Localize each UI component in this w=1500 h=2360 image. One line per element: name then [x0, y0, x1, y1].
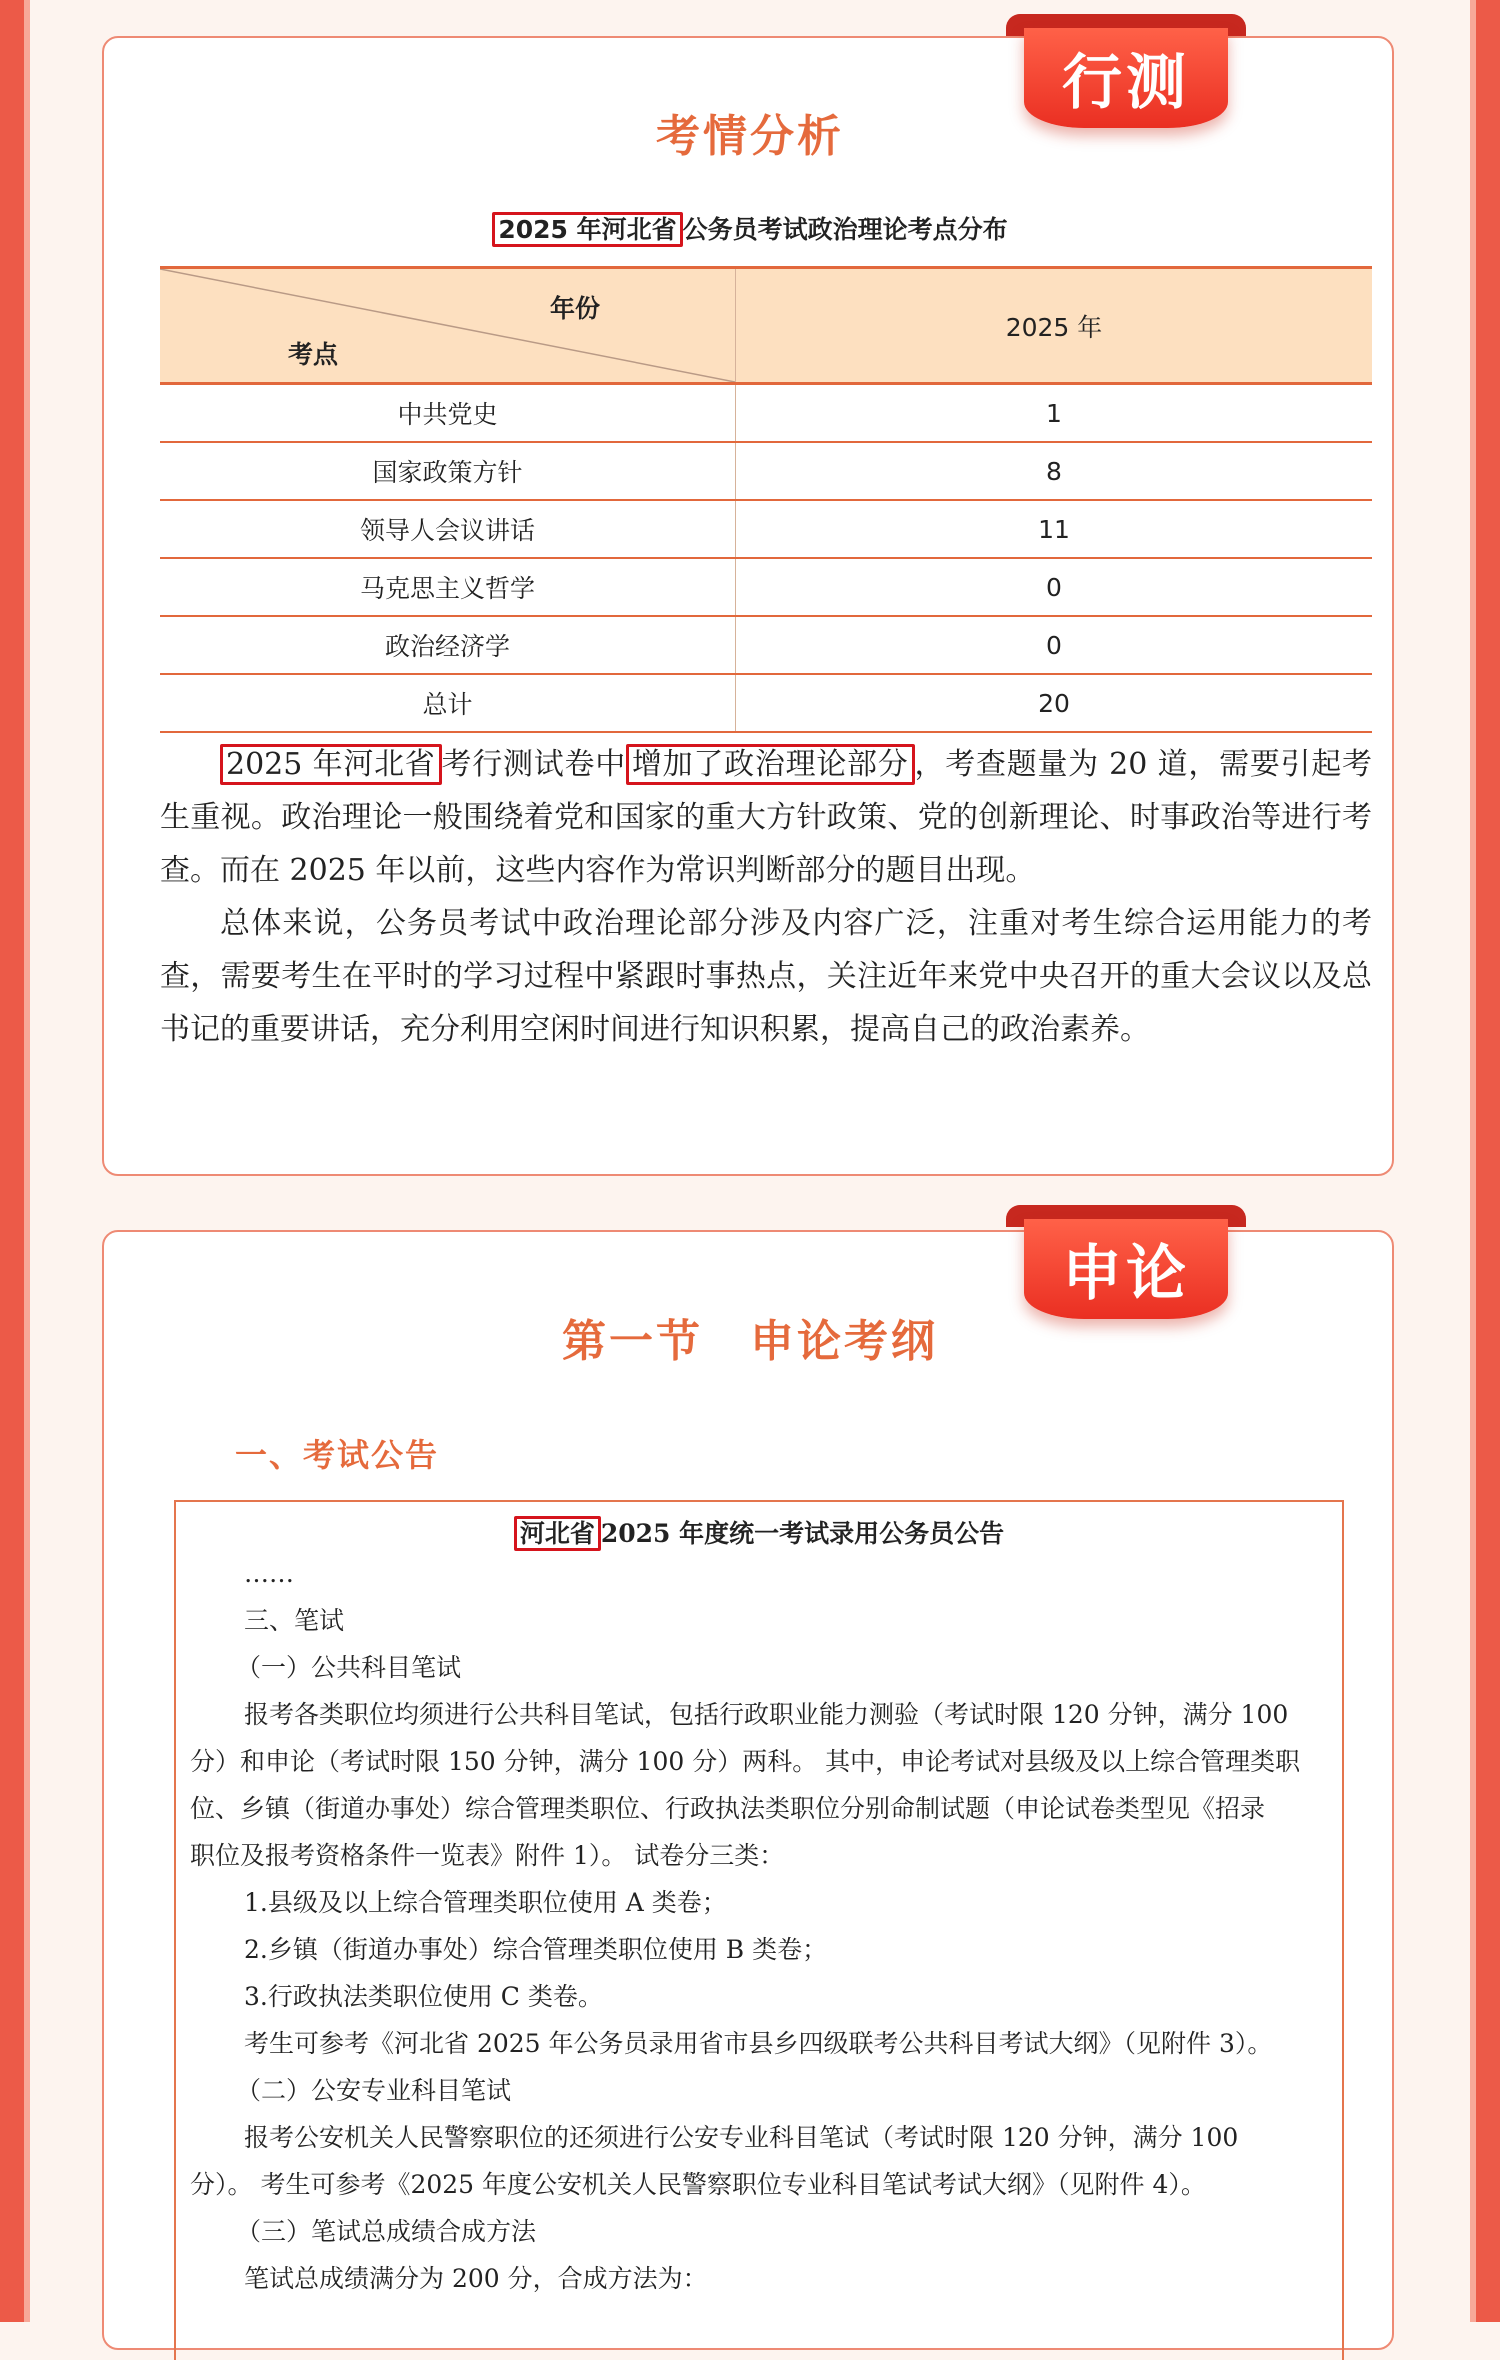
- notice-title-highlight: 河北省: [514, 1516, 601, 1551]
- analysis-paragraph-1: [160, 738, 1372, 897]
- xingce-section-title: 考情分析: [656, 111, 844, 162]
- paragraph-text: ，考查题量为 20 道，需要引起考生重视。政治理论一般围绕着党和国家的重大方针政策、党的创新理论、时事政治等进行考查。而在 2025 年以前，这些内容作为常识判断部分的题目出现。: [160, 747, 1373, 888]
- notice-line: 职位及报考资格条件一览表》附件 1）。 试卷分三类：: [190, 1841, 785, 1870]
- notice-line: （一）公共科目笔试: [236, 1653, 462, 1682]
- topic-cell: 政治经济学: [160, 616, 736, 674]
- count-cell: 0: [736, 558, 1373, 616]
- notice-line: 报考公安机关人民警察职位的还须进行公安专业科目笔试（考试时限 120 分钟，满分 100: [244, 2123, 1239, 2152]
- notice-line: 考生可参考《河北省 2025 年公务员录用省市县乡四级联考公共科目考试大纲》（见附件 3）。: [244, 2029, 1273, 2058]
- corner-year-label: 年份: [550, 294, 601, 323]
- table-row: [160, 442, 1372, 500]
- paragraph-text: 考行测试卷中: [441, 747, 626, 782]
- topic-cell: 领导人会议讲话: [160, 500, 736, 558]
- shenlun-tab-label: 申论: [1024, 1219, 1228, 1319]
- notice-line: （二）公安专业科目笔试: [236, 2076, 512, 2105]
- notice-line: （三）笔试总成绩合成方法: [236, 2217, 537, 2246]
- corner-topic-label: 考点: [288, 340, 339, 369]
- exam-notice-heading: 一、考试公告: [235, 1436, 440, 1474]
- table-row-total: [160, 674, 1372, 732]
- notice-line: 1.县级及以上综合管理类职位使用 A 类卷；: [244, 1888, 727, 1917]
- notice-line: 2.乡镇（街道办事处）综合管理类职位使用 B 类卷；: [244, 1935, 828, 1964]
- corner-diagonal-line: [160, 269, 735, 382]
- analysis-text: [160, 738, 1372, 1056]
- notice-title-rest: 2025 年度统一考试录用公务员公告: [600, 1519, 1005, 1548]
- xingce-tab-label: 行测: [1024, 28, 1228, 128]
- table-row: [160, 558, 1372, 616]
- count-cell: 11: [736, 500, 1373, 558]
- notice-line: 笔试总成绩满分为 200 分，合成方法为：: [244, 2264, 708, 2293]
- right-decor-bar: [1470, 0, 1500, 2322]
- topic-cell: 中共党史: [160, 384, 736, 443]
- topic-cell: 总计: [160, 674, 736, 732]
- notice-line: 报考各类职位均须进行公共科目笔试，包括行政职业能力测验（考试时限 120 分钟，满分 100: [244, 1700, 1289, 1729]
- count-cell: 1: [736, 384, 1373, 443]
- topic-cell: 国家政策方针: [160, 442, 736, 500]
- analysis-paragraph-2: 总体来说，公务员考试中政治理论部分涉及内容广泛，注重对考生综合运用能力的考查，需要考生在平时的学习过程中紧跟时事热点，关注近年来党中央召开的重大会议以及总书记的重要讲话，充分利用空闲时间进行知识积累，提高自己的政治素养。: [160, 906, 1372, 1047]
- notice-body: [190, 1550, 1328, 2302]
- notice-line: ……: [244, 1559, 294, 1588]
- table-row: [160, 500, 1372, 558]
- table-header-row: [160, 268, 1372, 384]
- exam-notice-box: [174, 1500, 1344, 2360]
- table-caption: [0, 210, 1500, 246]
- notice-title: [176, 1514, 1342, 1550]
- politics-topic-table: [160, 266, 1372, 733]
- count-cell: 20: [736, 674, 1373, 732]
- notice-line: 分）和申论（考试时限 150 分钟，满分 100 分）两科。 其中，申论考试对县级及以上综合管理类职: [190, 1747, 1301, 1776]
- notice-line: 三、笔试: [244, 1606, 345, 1635]
- left-decor-bar: [0, 0, 30, 2322]
- highlight-year-province: 2025 年河北省: [220, 744, 442, 785]
- table-row: [160, 384, 1372, 443]
- highlight-added-politics: 增加了政治理论部分: [626, 744, 915, 785]
- caption-highlight: 2025 年河北省: [492, 212, 682, 247]
- shenlun-section-title: 第一节 申论考纲: [562, 1316, 938, 1367]
- year-header: 2025 年: [736, 268, 1373, 384]
- notice-line: 位、乡镇（街道办事处）综合管理类职位、行政执法类职位分别命制试题（申论试卷类型见《招录: [190, 1794, 1266, 1823]
- count-cell: 8: [736, 442, 1373, 500]
- caption-rest: 公务员考试政治理论考点分布: [682, 215, 1008, 244]
- table-row: [160, 616, 1372, 674]
- topic-cell: 马克思主义哲学: [160, 558, 736, 616]
- table-corner-cell: [160, 268, 736, 384]
- notice-line: 分）。 考生可参考《2025 年度公安机关人民警察职位专业科目笔试考试大纲》（见附件 4）。: [190, 2170, 1206, 2199]
- count-cell: 0: [736, 616, 1373, 674]
- notice-line: 3.行政执法类职位使用 C 类卷。: [244, 1982, 603, 2011]
